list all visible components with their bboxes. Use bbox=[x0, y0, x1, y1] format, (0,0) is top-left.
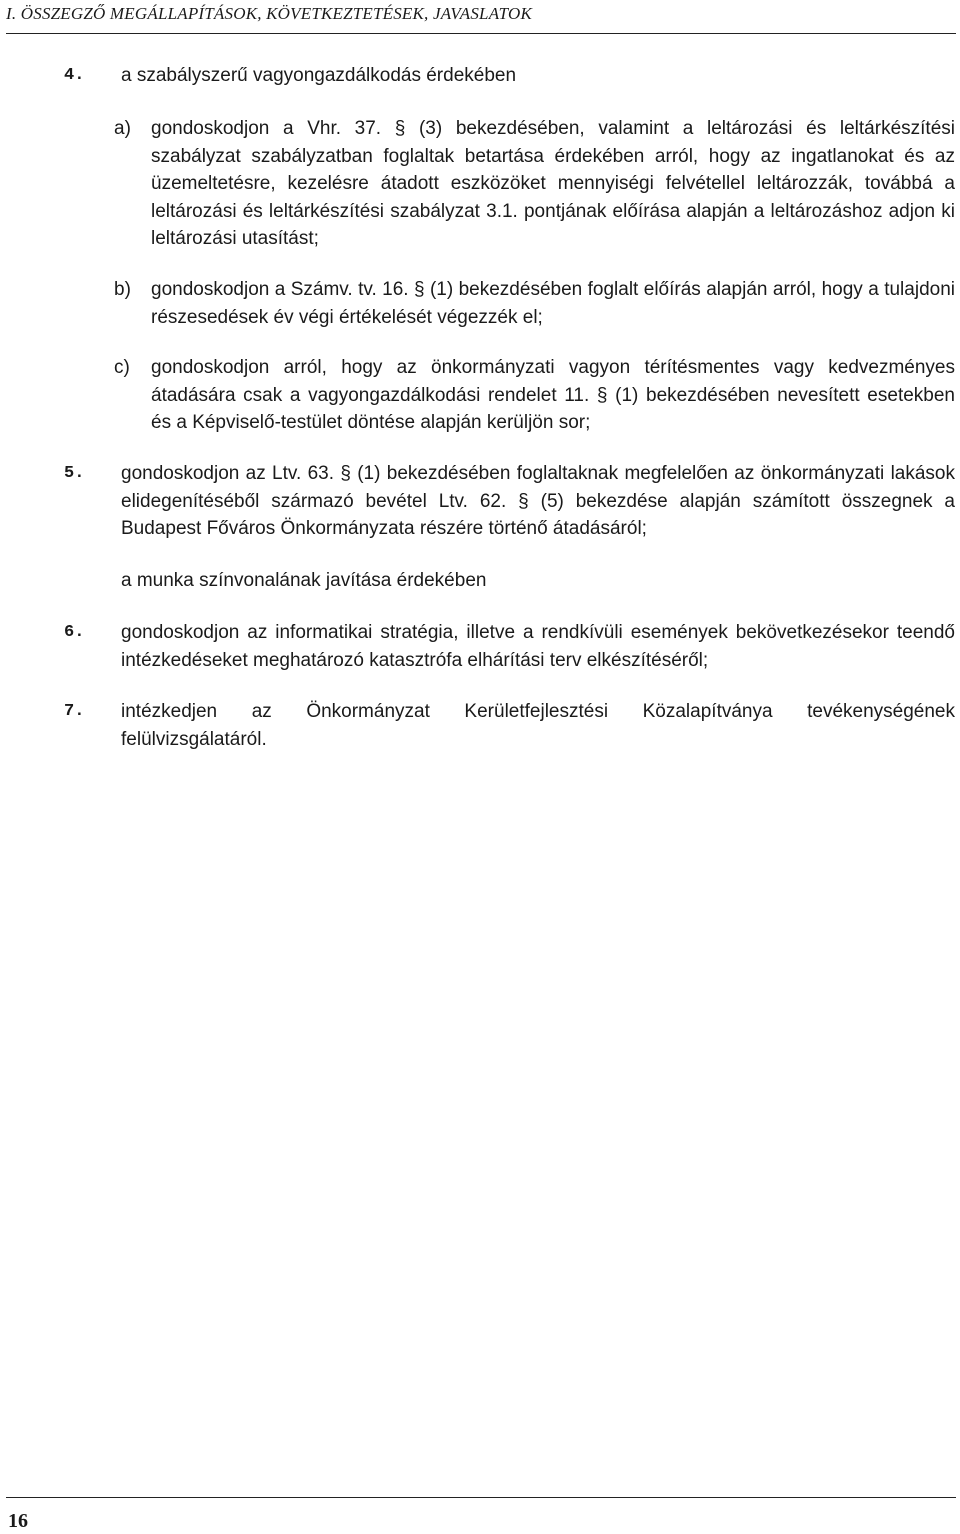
item-number: 5. bbox=[64, 464, 85, 483]
item-number: 4. bbox=[64, 66, 85, 85]
item-number: 6. bbox=[64, 623, 85, 642]
item-text: intézkedjen az Önkormányzat Kerületfejlesztési Közalapítványa tevékenységének felülvizsgálatáról. bbox=[121, 701, 955, 750]
section-heading: a munka színvonalának javítása érdekében bbox=[121, 570, 487, 591]
page-number: 16 bbox=[8, 1510, 28, 1532]
subitem-text: gondoskodjon a Számv. tv. 16. § (1) bekezdésében foglalt előírás alapján arról, hogy a tulajdoni részesedések év végi értékelését végezzék el; bbox=[151, 279, 955, 328]
item-text: gondoskodjon az informatikai stratégia, illetve a rendkívüli események bekövetkezésekor teendő intézkedéseket meghatározó katasztrófa elhárítási terv elkészítéséről; bbox=[121, 622, 955, 671]
subitem-text: gondoskodjon arról, hogy az önkormányzati vagyon térítésmentes vagy kedvezményes átadására csak a vagyongazdálkodási rendelet 11. § (1) bekezdésében nevesített esetekben és a Képviselő-testület döntése alapján kerüljön sor; bbox=[151, 357, 955, 433]
item-heading: a szabályszerű vagyongazdálkodás érdekében bbox=[121, 65, 517, 86]
footer-divider bbox=[6, 1497, 956, 1498]
header-title: I. ÖSSZEGZŐ MEGÁLLAPÍTÁSOK, KÖVETKEZTETÉSEK, JAVASLATOK bbox=[6, 4, 533, 23]
subitem-text: gondoskodjon a Vhr. 37. § (3) bekezdésében, valamint a leltározási és leltárkészítési szabályzat szabályzatban foglaltak betartása érdekében arról, hogy az ingatlanokat és az üzemeltetésre, kezelésre átadott eszközöket mennyiségi felvétellel leltározzák, továbbá a leltározási és leltárkészítési szabályzat 3.1. pontjának előírása alapján a leltározáshoz adjon ki leltározási utasítást; bbox=[151, 118, 955, 249]
subitem-letter: a) bbox=[114, 118, 131, 139]
item-text: gondoskodjon az Ltv. 63. § (1) bekezdésében foglaltaknak megfelelően az önkormányzati lakások elidegenítéséből származó bevétel Ltv. 62. § (5) bekezdése alapján számított összegnek a Budapest Főváros Önkormányzata részére történő átadásáról; bbox=[121, 463, 955, 539]
item-number: 7. bbox=[64, 702, 85, 721]
subitem-letter: b) bbox=[114, 279, 131, 300]
subitem-letter: c) bbox=[114, 357, 130, 378]
page-header bbox=[6, 3, 956, 34]
